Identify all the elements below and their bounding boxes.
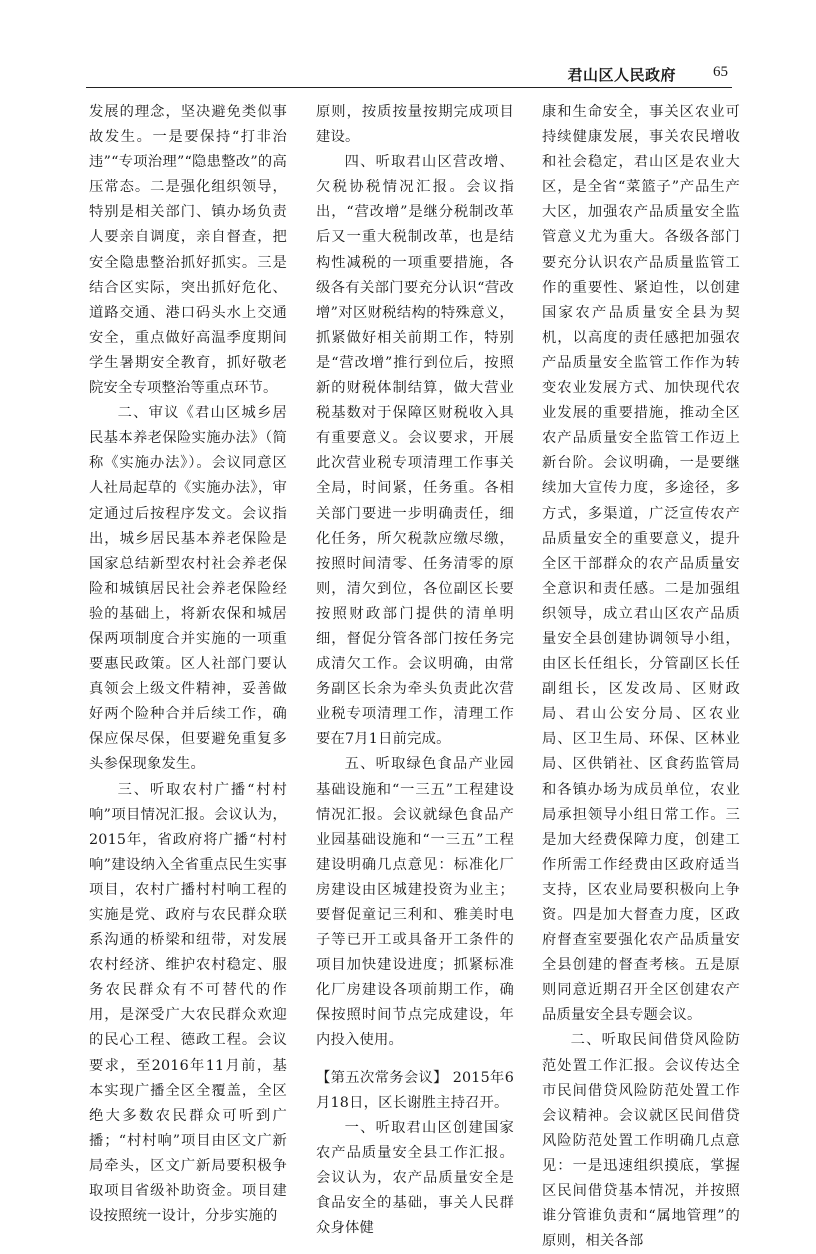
header-rule <box>86 87 732 88</box>
paragraph: 四、听取君山区营改增、欠税协税情况汇报。会议指出，“营改增”是继分税制改革后又一重大税制改革，也是结构性减税的一项重要措施，各级各有关部门要充分认识“营改增”对区财税结构的特殊意义，抓紧做好相关前期工作，特别是“营改增”推行到位后，按照新的财税体制结算，做大营业税基数对于保障区财税收入具有重要意义。会议要求，开展此次营业税专项清理工作事关全局，时间紧，任务重。各相关部门要进一步明确责任，细化任务，所欠税款应缴尽缴，按照时间清零、任务清零的原则，清欠到位，各位副区长要按照财政部门提供的清单明细，督促分管各部门按任务完成清欠工作。会议明确，由常务副区长余为牵头负责此次营业税专项清理工作，清理工作要在7月1日前完成。 <box>316 154 514 748</box>
paragraph: 三、听取农村广播“村村响”项目情况汇报。会议认为，2015年，省政府将广播“村村响”建设纳入全省重点民生实事项目，农村广播村村响工程的实施是党、政府与农民群众联系沟通的桥梁和纽带，对发展农村经济、维护农村稳定、服务农民群众有不可替代的作用，是深受广大农民群众欢迎的民心工程、德政工程。会议要求，至2016年11月前，基本实现广播全区全覆盖，全区绝大多数农民群众可听到广播；“村村响”项目由区文广新局牵头，区文广新局要积极争取项目省级补助资金。项目建设按照统一设计，分步实施的 <box>89 781 287 1225</box>
paragraph: 二、审议《君山区城乡居民基本养老保险实施办法》（简称《实施办法》）。会议同意区人社局起草的《实施办法》，审定通过后按程序发文。会议指出，城乡居民基本养老保险是国家总结新型农村社会养老保险和城镇居民社会养老保险经验的基础上，将新农保和城居保两项制度合并实施的一项重要惠民政策。区人社部门要认真领会上级文件精神，妥善做好两个险种合并后续工作，确保应保尽保，但要避免重复多头参保现象发生。 <box>89 405 287 773</box>
text-column-2 <box>316 100 514 1241</box>
publication-title: 君山区人民政府 <box>567 66 676 84</box>
paragraph: 康和生命安全，事关区农业可持续健康发展，事关农民增收和社会稳定，君山区是农业大区，是全省“菜篮子”产品生产大区，加强农产品质量安全监管意义尤为重大。各级各部门要充分认识农产品质量监管工作的重要性、紧迫性，以创建国家农产品质量安全县为契机，以高度的责任感把加强农产品质量安全监管工作作为转变农业发展方式、加快现代农业发展的重要措施，推动全区农产品质量安全监管工作迈上新台阶。会议明确，一是要继续加大宣传力度，多途径，多方式，多渠道，广泛宣传农产品质量安全的重要意义，提升全区干部群众的农产品质量安全意识和责任感。二是加强组织领导，成立君山区农产品质量安全县创建协调领导小组，由区长任组长，分管副区长任副组长，区发改局、区财政局、君山公安分局、区农业局、区卫生局、环保、区林业局、区供销社、区食药监管局和各镇办场为成员单位，农业局承担领导小组日常工作。三是加大经费保障力度，创建工作所需工作经费由区政府适当支持，区农业局要积极向上争资。四是加大督查力度，区政府督查室要强化农产品质量安全县创建的督查考核。五是原则同意近期召开全区创建农产品质量安全县专题会议。 <box>542 104 740 1024</box>
meeting-heading-paragraph: 【第五次常务会议】 2015年6月18日，区长谢胜主持召开。 <box>316 1069 514 1111</box>
paragraph: 五、听取绿色食品产业园基础设施和“一三五”工程建设情况汇报。会议就绿色食品产业园基础设施和“一三五”工程建设明确几点意见：标准化厂房建设由区城建投资为业主；要督促童记三利和、雅美时电子等已开工或具备开工条件的项目加快建设进度；抓紧标准化厂房建设各项前期工作，确保按照时间节点完成建设，年内投入使用。 <box>316 756 514 1049</box>
paragraph: 二、听取民间借贷风险防范处置工作汇报。会议传达全市民间借贷风险防范处置工作会议精神。会议就区民间借贷风险防范处置工作明确几点意见：一是迅速组织摸底，掌握区民间借贷基本情况，并按照谁分管谁负责和“属地管理”的原则，相关各部 <box>542 1032 740 1250</box>
paragraph: 发展的理念，坚决避免类似事故发生。一是要保持“打非治违”“专项治理”“隐患整改”的高压常态。二是强化组织领导，特别是相关部门、镇办场负责人要亲自调度，亲自督查，把安全隐患整治抓好抓实。三是结合区实际，突出抓好危化、道路交通、港口码头水上交通安全，重点做好高温季度期间学生暑期安全教育，抓好敬老院安全专项整治等重点环节。 <box>89 104 287 397</box>
paragraph: 一、听取君山区创建国家农产品质量安全县工作汇报。会议认为，农产品质量安全是食品安全的基础，事关人民群众身体健 <box>316 1119 514 1237</box>
page-number: 65 <box>713 64 728 80</box>
page-header <box>86 62 732 88</box>
paragraph: 原则，按质按量按期完成项目建设。 <box>316 104 514 146</box>
section-gap <box>316 1054 514 1066</box>
text-column-3 <box>542 100 740 1254</box>
text-column-1 <box>89 100 287 1229</box>
